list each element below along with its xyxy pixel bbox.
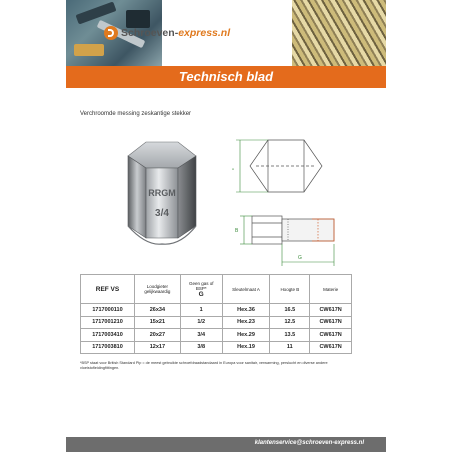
footnote: *BSP staat voor British Standard Pip = de meest gebruikte schroefdraadstandaard in Europa voor sanitair, verwarming, perslucht en diverse andere vloeistofleidingfittingen. xyxy=(80,361,328,370)
cell-ref: 1717003810 xyxy=(81,341,135,354)
cell-key: Hex.23 xyxy=(222,316,270,329)
product-image xyxy=(108,134,212,248)
page-title: Technisch blad xyxy=(178,69,274,84)
cell-thread: 3/8 xyxy=(180,341,222,354)
col-header-thread-line3: G xyxy=(198,290,204,298)
cell-key: Hex.36 xyxy=(222,304,270,317)
cell-equiv: 15x21 xyxy=(134,316,180,329)
col-header-equiv: Loodgieter gelijkwaardig xyxy=(134,275,180,304)
dimension-g xyxy=(282,244,334,266)
cell-material: CW617N xyxy=(310,316,352,329)
col-header-thread-line2: BSP* xyxy=(195,285,207,291)
spec-table xyxy=(80,274,352,354)
product-subtitle: Verchroomde messing zeskantige stekker xyxy=(80,111,192,117)
col-header-material: Materie xyxy=(310,275,352,304)
cell-ref: 1717000110 xyxy=(81,304,135,317)
cell-ref: 1717001210 xyxy=(81,316,135,329)
brand-domain: express.nl xyxy=(178,27,231,39)
drawing-top-view xyxy=(250,140,322,192)
col-header-key: Sleutelmaat A xyxy=(222,275,270,304)
col-header-ref: REF VS xyxy=(81,275,135,304)
cell-equiv: 20x27 xyxy=(134,329,180,342)
cell-thread: 1/2 xyxy=(180,316,222,329)
footer-bar xyxy=(66,437,386,452)
title-bar xyxy=(66,66,386,88)
col-header-thread xyxy=(180,275,222,304)
contact-email-link[interactable]: klantenservice@schroeven-express.nl xyxy=(254,440,364,446)
label-g: G xyxy=(298,255,302,261)
cell-material: CW617N xyxy=(310,329,352,342)
cell-equiv: 26x34 xyxy=(134,304,180,317)
cell-key: Hex.29 xyxy=(222,329,270,342)
stamp-brand: RRGM xyxy=(148,188,176,198)
cell-thread: 3/4 xyxy=(180,329,222,342)
cell-ref: 1717003410 xyxy=(81,329,135,342)
col-header-height: Hoogte B xyxy=(270,275,310,304)
cell-equiv: 12x17 xyxy=(134,341,180,354)
table-row xyxy=(81,329,352,342)
table-row xyxy=(81,316,352,329)
label-a: A xyxy=(232,167,235,171)
table-row xyxy=(81,304,352,317)
cell-key: Hex.19 xyxy=(222,341,270,354)
col-header-thread-line1: Geen gas of xyxy=(188,280,214,286)
cell-height: 12.5 xyxy=(270,316,310,329)
banner-photo-screws xyxy=(292,0,386,66)
cell-material: CW617N xyxy=(310,341,352,354)
table-header-row xyxy=(81,275,352,304)
cell-height: 16.5 xyxy=(270,304,310,317)
cell-material: CW617N xyxy=(310,304,352,317)
dimension-b xyxy=(240,216,252,244)
brand-name: Schroeven- xyxy=(121,27,179,39)
drawing-side-view xyxy=(252,216,334,244)
brand-logo[interactable] xyxy=(121,27,230,39)
table-row xyxy=(81,341,352,354)
cell-thread: 1 xyxy=(180,304,222,317)
brand-logo-icon xyxy=(104,26,118,40)
stamp-size: 3/4 xyxy=(155,208,169,219)
technical-drawing xyxy=(226,130,350,270)
cell-height: 11 xyxy=(270,341,310,354)
cell-height: 13.5 xyxy=(270,329,310,342)
label-b: B xyxy=(235,228,239,234)
